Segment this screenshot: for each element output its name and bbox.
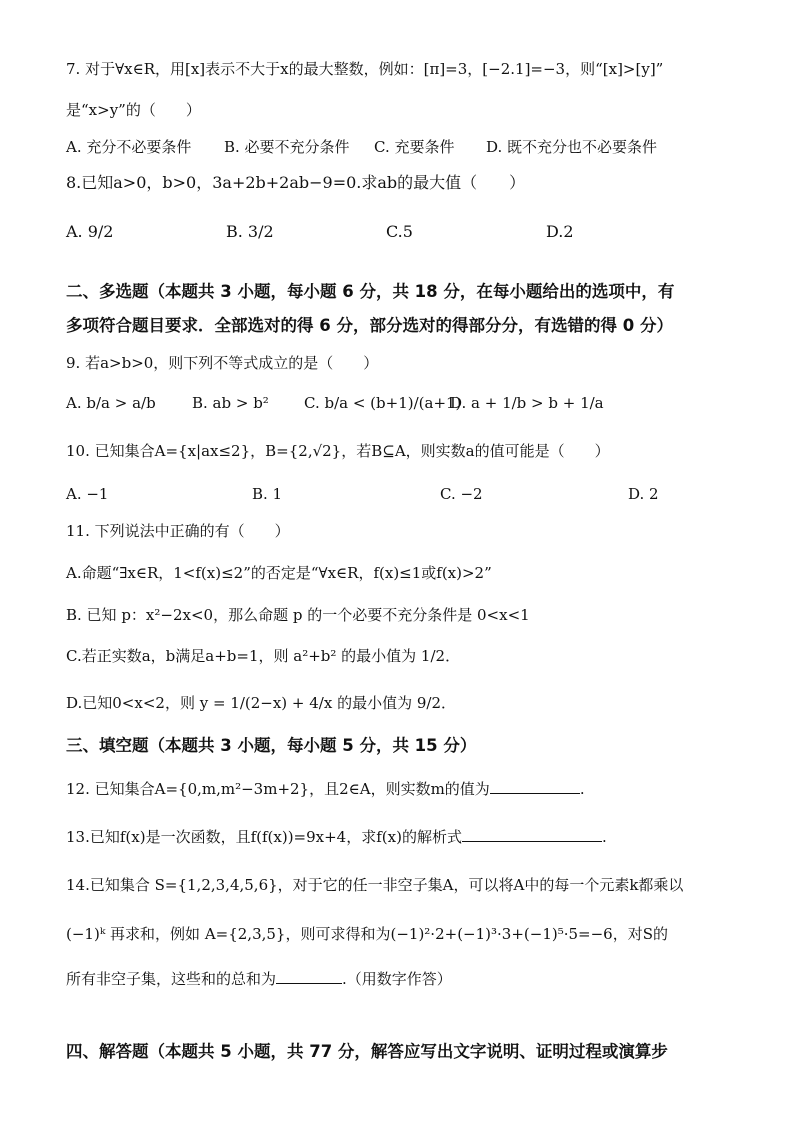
q9-stem: 9. 若a>b>0，则下列不等式成立的是（ ）: [66, 354, 379, 372]
q8-option-b: B. 3/2: [226, 222, 274, 241]
q11-stem: 11. 下列说法中正确的有（ ）: [66, 522, 290, 540]
q8-option-d: D.2: [546, 222, 574, 241]
q10-option-c: C. −2: [440, 485, 483, 503]
q10-options: [66, 485, 746, 509]
q14-answer-blank[interactable]: [276, 969, 342, 984]
section2-title-line2: 多项符合题目要求．全部选对的得 6 分，部分选对的得部分分，有选错的得 0 分）: [66, 316, 673, 335]
q8-stem: 8.已知a>0，b>0，3a+2b+2ab−9=0.求ab的最大值（ ）: [66, 173, 526, 192]
q7-stem-line2: 是“x>y”的（ ）: [66, 101, 201, 119]
q8-option-c: C.5: [386, 222, 413, 241]
q9-option-a: A. b/a > a/b: [66, 394, 156, 412]
section2-title-line1: 二、多选题（本题共 3 小题，每小题 6 分，共 18 分，在每小题给出的选项中，有: [66, 282, 675, 301]
q9-option-b: B. ab > b²: [192, 394, 269, 412]
q7-option-d: D. 既不充分也不必要条件: [486, 138, 658, 156]
q14-stem-line1: 14.已知集合 S={1,2,3,4,5,6}，对于它的任一非空子集A，可以将A中的每一个元素k都乘以: [66, 876, 684, 894]
section4-title: 四、解答题（本题共 5 小题，共 77 分，解答应写出文字说明、证明过程或演算步: [66, 1042, 668, 1061]
q11-option-b: B. 已知 p：x²−2x<0，那么命题 p 的一个必要不充分条件是 0<x<1: [66, 606, 530, 624]
q12-stem: 12. 已知集合A={0,m,m²−3m+2}，且2∈A，则实数m的值为 .: [66, 780, 585, 798]
q10-option-d: D. 2: [628, 485, 659, 503]
q10-option-b: B. 1: [252, 485, 283, 503]
q7-stem-line1: 7. 对于∀x∈R，用[x]表示不大于x的最大整数，例如：[π]=3，[−2.1]=−3，则“[x]>[y]”: [66, 60, 664, 78]
q9-option-c: C. b/a < (b+1)/(a+1): [304, 394, 462, 412]
q13-stem: 13.已知f(x)是一次函数，且f(f(x))=9x+4，求f(x)的解析式 .: [66, 828, 607, 846]
q8-option-a: A. 9/2: [66, 222, 114, 241]
q11-option-d: D.已知0<x<2，则 y = 1/(2−x) + 4/x 的最小值为 9/2．: [66, 694, 457, 712]
q12-answer-blank[interactable]: [490, 779, 580, 794]
q13-answer-blank[interactable]: [462, 827, 602, 842]
q14-stem-line3: 所有非空子集，这些和的总和为 .（用数字作答）: [66, 970, 452, 988]
q11-option-a: A.命题“∃x∈R，1<f(x)≤2”的否定是“∀x∈R，f(x)≤1或f(x)>2”: [66, 564, 492, 582]
q7-option-c: C. 充要条件: [374, 138, 455, 156]
q7-option-a: A. 充分不必要条件: [66, 138, 192, 156]
q10-option-a: A. −1: [66, 485, 109, 503]
section3-title: 三、填空题（本题共 3 小题，每小题 5 分，共 15 分）: [66, 736, 477, 755]
q9-option-d: D. a + 1/b > b + 1/a: [450, 394, 604, 412]
q7-option-b: B. 必要不充分条件: [224, 138, 350, 156]
q9-options: [66, 394, 746, 418]
q8-options: [66, 222, 746, 246]
q7-options: [66, 136, 746, 160]
q10-stem: 10. 已知集合A={x|ax≤2}，B={2,√2}，若B⊆A，则实数a的值可能是（ ）: [66, 442, 610, 460]
q14-stem-line2: (−1)ᵏ 再求和，例如 A={2,3,5}，则可求得和为(−1)²·2+(−1)³·3+(−1)⁵·5=−6，对S的: [66, 925, 668, 943]
q11-option-c: C.若正实数a，b满足a+b=1，则 a²+b² 的最小值为 1/2．: [66, 647, 461, 665]
